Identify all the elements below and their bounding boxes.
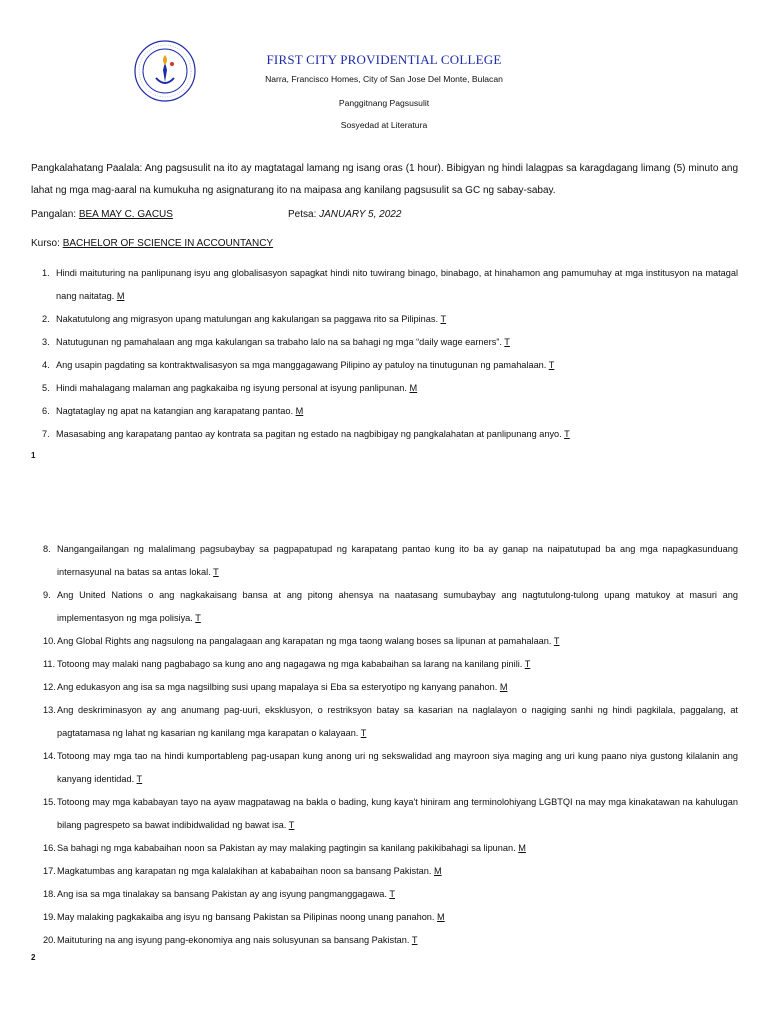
date-label: Petsa: (288, 209, 317, 220)
question-item (31, 791, 738, 837)
question-number: 11. (43, 659, 56, 669)
answer-mark: T (136, 774, 143, 784)
question-text: Ang Global Rights ang nagsulong na pangalagaan ang karapatan ng mga taong walang boses sa lipunan at pamahalaan. (57, 636, 552, 646)
course-label: Kurso: (31, 238, 60, 249)
question-text: Sa bahagi ng mga kababaihan noon sa Pakistan ay may malaking pagtingin sa kanilang pakikibahagi sa lipunan. (57, 843, 516, 853)
question-text: Hindi mahalagang malaman ang pagkakaiba ng isyung personal at isyung panlipunan. (56, 383, 407, 393)
answer-mark: T (195, 613, 201, 623)
question-number: 4. (42, 360, 50, 370)
question-item (31, 929, 738, 952)
exam-title: Panggitnang Pagsusulit (338, 98, 430, 108)
question-number: 7. (42, 429, 50, 439)
answer-mark: T (389, 889, 395, 899)
question-item (31, 538, 738, 584)
question-number: 12. (43, 682, 56, 692)
question-number: 20. (43, 935, 56, 945)
page-number: 1 (31, 451, 36, 460)
question-text: Ang isa sa mga tinalakay sa bansang Pakistan ay ang isyung pangmanggagawa. (57, 889, 387, 899)
answer-mark: M (518, 843, 526, 853)
question-item (31, 906, 738, 929)
question-text: Totoong may mga tao na hindi kumportableng pag-usapan kung anong uri ng sekswalidad ang mayroon siya maging ang uri kung paano niya gustong kilalanin ang kanyang identidad. (57, 751, 738, 784)
question-item (31, 630, 738, 653)
answer-mark: T (504, 337, 510, 347)
question-text: Hindi maituturing na panlipunang isyu ang globalisasyon sapagkat hindi nito tuwirang binago, binabago, at hinahamon ang pamumuhay at mga institusyon na matagal nang naitatag. (56, 268, 738, 301)
question-text: Natutugunan ng pamahalaan ang mga kakulangan sa trabaho lalo na sa bahagi ng mga “daily wage earners”. (56, 337, 502, 347)
name-label: Pangalan: (31, 209, 77, 220)
question-number: 18. (43, 889, 56, 899)
question-number: 6. (42, 406, 50, 416)
question-list-page-2 (31, 538, 738, 952)
course-row (31, 238, 273, 249)
question-number: 17. (43, 866, 56, 876)
question-item (31, 676, 738, 699)
question-item (31, 745, 738, 791)
question-number: 2. (42, 314, 50, 324)
question-item (31, 377, 738, 400)
question-text: Totoong may malaki nang pagbabago sa kung ano ang nagagawa ng mga kababaihan sa larang na kanilang pinili. (57, 659, 523, 669)
college-address: Narra, Francisco Homes, City of San Jose Del Monte, Bulacan (265, 74, 503, 84)
answer-mark: T (564, 429, 570, 439)
question-text: Nagtataglay ng apat na katangian ang karapatang pantao. (56, 406, 294, 416)
question-number: 1. (42, 268, 50, 278)
question-item (31, 331, 738, 354)
answer-mark: T (524, 659, 531, 669)
answer-mark: M (499, 682, 508, 692)
subject-title: Sosyedad at Literatura (340, 120, 428, 130)
answer-mark: M (116, 291, 125, 301)
answer-mark: M (433, 866, 442, 876)
question-text: Ang usapin pagdating sa kontraktwalisasyon sa mga manggagawang Pilipino ay patuloy na tinutugunan ng pamahalaan. (56, 360, 547, 370)
general-instructions (31, 158, 738, 202)
question-number: 19. (43, 912, 56, 922)
question-text: Ang United Nations o ang nagkakaisang bansa at ang pitong ahensya na naatasang sumubaybay ang nagtutulong-tulong upang matukoy at masuri ang implementasyon ng mga polisiya. (57, 590, 738, 623)
student-course: BACHELOR OF SCIENCE IN ACCOUNTANCY (62, 238, 274, 249)
question-text: Ang deskriminasyon ay ang anumang pag-uuri, eksklusyon, o restriksyon batay sa kasarian na naglalayon o nagiging sanhi ng hindi pagkilala, paggalang, at pagtatamasa ng lahat ng kasarian ng kanilang mga karapatan o kalayaan. (57, 705, 738, 738)
question-text: Nangangailangan ng malalimang pagsubaybay sa pagpapatupad ng karapatang pantao kung ito ba ay ganap na naipatutupad ba ang mga napagkasunduang internasyunal na batas sa antas lokal. (57, 544, 738, 577)
question-number: 5. (42, 383, 50, 393)
name-row (31, 209, 173, 220)
question-item (31, 584, 738, 630)
answer-mark: T (213, 567, 219, 577)
exam-date: JANUARY 5, 2022 (319, 209, 402, 220)
question-text: May malaking pagkakaiba ang isyu ng bansang Pakistan sa Pilipinas noong unang panahon. (57, 912, 435, 922)
answer-mark: T (288, 820, 295, 830)
student-name: BEA MAY C. GACUS (78, 209, 173, 220)
answer-mark: M (409, 383, 418, 393)
instructions-text: Ang pagsusulit na ito ay magtatagal lamang ng isang oras (1 hour). Bibigyan ng hindi lalagpas sa karagdagang limang (5) minuto ang lahat ng mga mag-aaral na kumukuha ng asignaturang ito na maipasa ang kanilang pagsusulit sa GC ng sabay-sabay. (31, 163, 739, 196)
college-name: FIRST CITY PROVIDENTIAL COLLEGE (266, 52, 502, 67)
answer-mark: M (295, 406, 304, 416)
question-item (31, 699, 738, 745)
answer-mark: T (440, 314, 447, 324)
question-number: 13. (43, 705, 56, 715)
college-seal-logo (134, 40, 196, 102)
question-item (31, 860, 738, 883)
question-item (31, 262, 738, 308)
question-number: 14. (43, 751, 56, 761)
question-number: 8. (43, 544, 51, 554)
question-item (31, 308, 738, 331)
question-item (31, 653, 738, 676)
answer-mark: M (437, 912, 445, 922)
question-text: Nakatutulong ang migrasyon upang matulungan ang kakulangan sa paggawa rito sa Pilipinas. (56, 314, 439, 324)
date-row (288, 209, 401, 220)
question-list-page-1 (31, 262, 738, 446)
question-item (31, 400, 738, 423)
question-text: Magkatumbas ang karapatan ng mga kalalakihan at kababaihan noon sa bansang Pakistan. (57, 866, 432, 876)
instructions-label: Pangkalahatang Paalala: (31, 163, 143, 174)
question-text: Maituturing na ang isyung pang-ekonomiya ang nais solusyunan sa bansang Pakistan. (57, 935, 410, 945)
question-number: 3. (42, 337, 50, 347)
question-number: 9. (43, 590, 51, 600)
question-number: 10. (43, 636, 56, 646)
question-number: 15. (43, 797, 56, 807)
question-item (31, 883, 738, 906)
page-number: 2 (31, 953, 36, 962)
answer-mark: T (548, 360, 555, 370)
question-item (31, 837, 738, 860)
answer-mark: T (411, 935, 418, 945)
question-number: 16. (43, 843, 56, 853)
answer-mark: T (360, 728, 367, 738)
question-item (31, 423, 738, 446)
question-text: Masasabing ang karapatang pantao ay kontrata sa pagitan ng estado na nagbibigay ng pangkalahatan at panlipunang anyo. (56, 429, 562, 439)
question-item (31, 354, 738, 377)
question-text: Ang edukasyon ang isa sa mga nagsilbing susi upang mapalaya si Eba sa esteryotipo ng kanyang panahon. (57, 682, 498, 692)
question-text: Totoong may mga kababayan tayo na ayaw magpatawag na bakla o bading, kung kaya't hiniram ang terminolohiyang LGBTQI na may mga kinakatawan na kahulugan bilang pagrespeto sa bawat indibidwalidad ng bawat isa. (57, 797, 738, 830)
answer-mark: T (553, 636, 560, 646)
